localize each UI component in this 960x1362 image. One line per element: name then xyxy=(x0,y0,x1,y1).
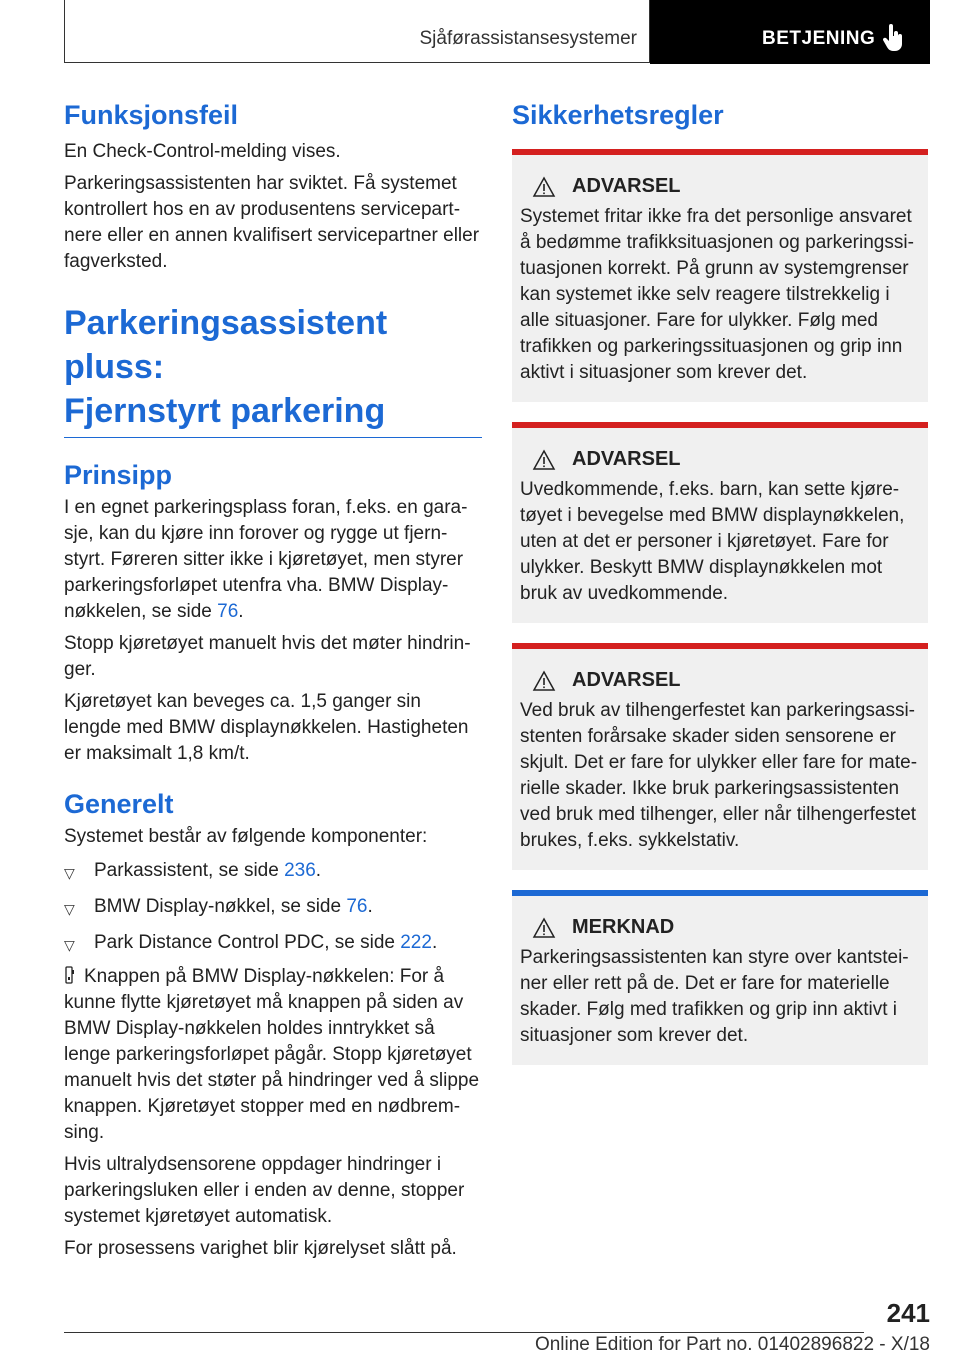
page-number: 241 xyxy=(886,1298,930,1328)
list-item-text: Parkassistent, se side xyxy=(94,860,285,881)
note-header xyxy=(532,916,920,939)
page-header xyxy=(64,0,930,64)
prinsipp-paragraph-3: Kjøretøyet kan beveges ca. 1,5 ganger sin lengde med BMW displaynøkkelen. Hastigheten er maksimalt 1,8 km/t. xyxy=(64,691,469,764)
prinsipp-heading: Prinsipp xyxy=(64,460,173,490)
triangle-bullet-icon: ▽ xyxy=(64,901,75,917)
edition-text: Online Edition for Part no. 01402896822 - X/18 xyxy=(534,1334,930,1355)
prinsipp-paragraph-2: Stopp kjøretøyet manuelt hvis det møter hindringer. xyxy=(64,633,471,680)
light-paragraph: For prosessens varighet blir kjørelyset slått på. xyxy=(64,1238,457,1259)
prinsipp-paragraph-1: I en egnet parkeringsplass foran, f.eks. en garasje, kan du kjøre inn forover og rygge ut fjernstyrt. Føreren sitter ikke i kjøretøyet, men styrer parkeringsforløpet utenfra vha. BMW Displaynøkkelen, se side 76. xyxy=(64,497,468,622)
page-link[interactable]: 76 xyxy=(346,896,368,917)
component-list xyxy=(64,858,482,956)
list-item-text: Park Distance Control PDC, se side xyxy=(94,932,401,953)
list-item: ▽ BMW Display-nøkkel, se side 76. xyxy=(64,894,482,920)
funksjonsfeil-heading: Funksjonsfeil xyxy=(64,100,239,130)
chapter-tab xyxy=(650,0,930,64)
main-title-line-2: Fjernstyrt parkering xyxy=(64,392,386,430)
page-link[interactable]: 236 xyxy=(284,860,316,881)
funksjonsfeil-paragraph-1: En Check-Control-melding vises. xyxy=(64,141,341,162)
main-title-line-1: Parkeringsassistent pluss: xyxy=(64,304,388,386)
triangle-bullet-icon: ▽ xyxy=(64,937,75,953)
warning-header xyxy=(532,175,920,198)
hand-pointer-icon xyxy=(882,24,904,52)
prinsipp-paragraph-1-text: I en egnet parkeringsplass foran, f.eks. en garasje, kan du kjøre inn forover og rygge ut fjernstyrt. Føreren sitter ikke i kjøretøyet, men styrer parkeringsforløpet utenfra vha. BMW Displaynøkkelen, se side xyxy=(64,497,468,622)
warning-header xyxy=(532,448,920,471)
page-link[interactable]: 222 xyxy=(400,932,432,953)
warning-text: Ved bruk av tilhengerfestet kan parkeringsassistenten forårsake skader siden sensorene er skjult. Det er fare for ulykker eller fare for materielle skader. Ikke bruk parkeringsassistenten ved bruk med tilhenger, eller når tilhengerfestet brukes, f.eks. sykkelstativ. xyxy=(520,700,918,851)
right-column xyxy=(512,100,928,1065)
note-text: Parkeringsassistenten kan styre over kantsteiner eller rett på de. Det er fare for materielle skader. Følg med trafikken og grip inn aktivt i situasjoner som krever det. xyxy=(520,947,909,1046)
key-paragraph xyxy=(64,964,482,1146)
key-paragraph-text: Knappen på BMW Display-nøkkelen: For å kunne flytte kjøretøyet må knappen på siden av BMW Display-nøkkelen holdes inntrykket så lenge parkeringsforløpet pågår. Stopp kjøretøyet manuelt hvis det støter på hindringer ved å slippe knappen. Kjøretøyet stopper med en nødbremsing. xyxy=(64,966,480,1143)
triangle-bullet-icon: ▽ xyxy=(64,865,75,881)
warning-box xyxy=(512,643,928,870)
warning-box xyxy=(512,149,928,402)
sikkerhetsregler-heading: Sikkerhetsregler xyxy=(512,100,724,130)
chapter-title: BETJENING xyxy=(762,28,876,49)
key-button-icon xyxy=(64,966,76,984)
warning-text: Systemet fritar ikke fra det personlige ansvaret å bedømme trafikksituasjonen og parkeringssituasjonen korrekt. På grunn av systemgrenser kan systemet ikke selv reagere tilstrekkelig i alle situasjoner. Fare for ulykker. Følg med trafikken og parkeringssituasjonen og grip inn aktivt i situasjoner som krever det. xyxy=(520,206,914,383)
section-tab xyxy=(64,0,650,63)
footer-divider xyxy=(64,1332,864,1333)
note-box xyxy=(512,890,928,1065)
sensor-paragraph: Hvis ultralydsensorene oppdager hindringer i parkeringsluken eller i enden av denne, stopper systemet kjøretøyet automatisk. xyxy=(64,1154,465,1227)
warning-header xyxy=(532,669,920,692)
warning-label: ADVARSEL xyxy=(572,175,681,197)
left-column xyxy=(64,100,482,1262)
main-title xyxy=(64,301,482,433)
warning-label: ADVARSEL xyxy=(572,669,681,691)
warning-triangle-icon xyxy=(532,176,556,198)
warning-triangle-icon xyxy=(532,449,556,471)
funksjonsfeil-paragraph-2: Parkeringsassistenten har sviktet. Få systemet kontrollert hos en av produsentens servicepartnere eller en annen kvalifisert servicepartner eller fagverksted. xyxy=(64,173,480,272)
warning-text: Uvedkommende, f.eks. barn, kan sette kjøretøyet i bevegelse med BMW displaynøkkelen, uten at det er personer i kjøretøyet. Fare for ulykker. Beskytt BMW displaynøkkelen mot bruk av uvedkommende. xyxy=(520,479,905,604)
generelt-paragraph: Systemet består av følgende komponenter: xyxy=(64,826,428,847)
warning-box xyxy=(512,422,928,623)
generelt-heading: Generelt xyxy=(64,789,174,819)
list-item-text: BMW Display-nøkkel, se side xyxy=(94,896,347,917)
page-link[interactable]: 76 xyxy=(217,601,239,622)
warning-triangle-icon xyxy=(532,670,556,692)
warning-triangle-icon xyxy=(532,917,556,939)
warning-label: ADVARSEL xyxy=(572,448,681,470)
section-title: Sjåførassistansesystemer xyxy=(419,28,637,49)
note-label: MERKNAD xyxy=(572,916,675,938)
title-divider xyxy=(64,437,482,438)
list-item: ▽ Parkassistent, se side 236. xyxy=(64,858,482,884)
list-item: ▽ Park Distance Control PDC, se side 222. xyxy=(64,930,482,956)
